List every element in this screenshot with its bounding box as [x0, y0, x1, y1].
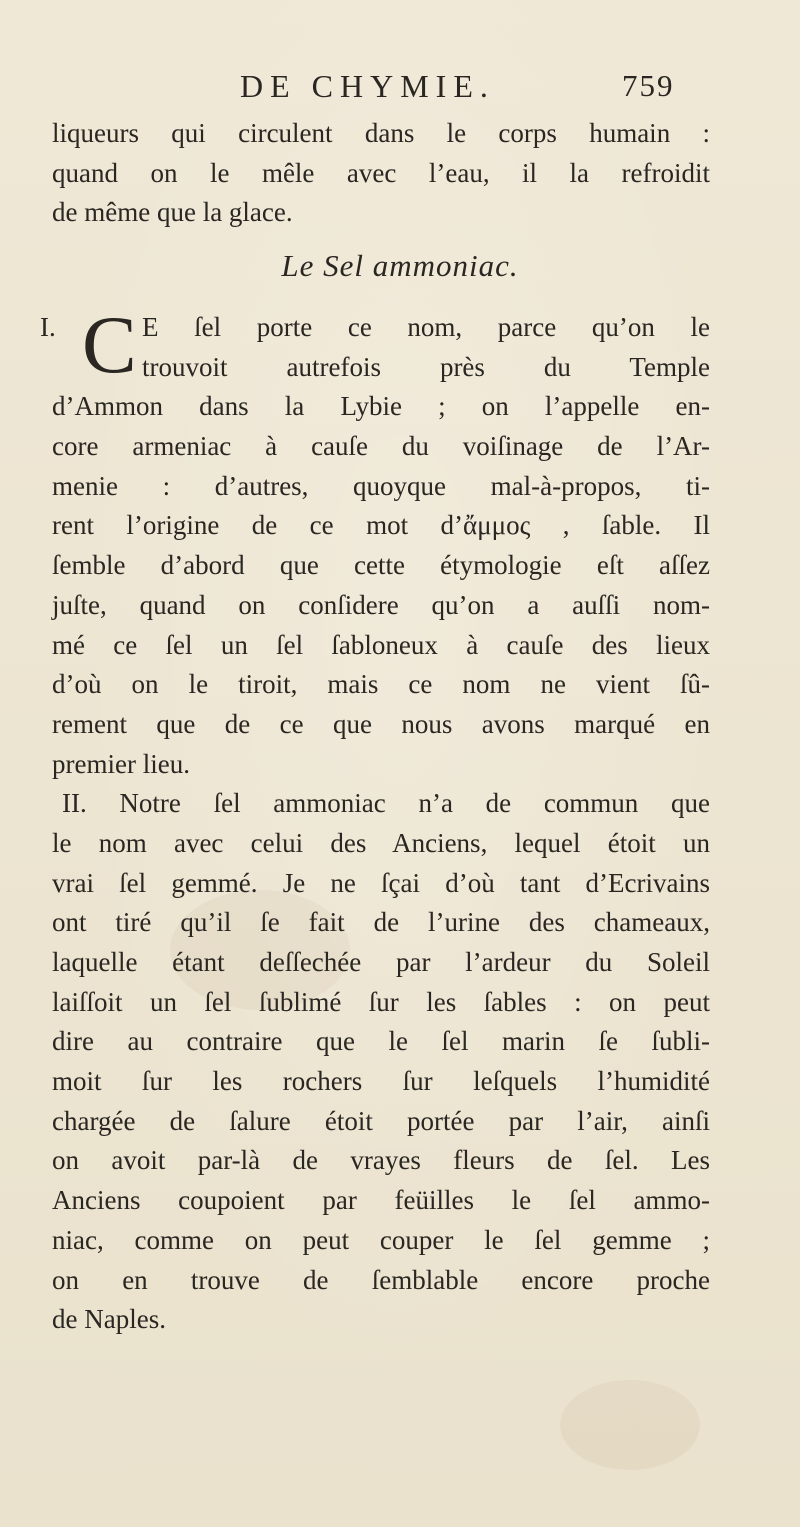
text-line: laiſſoit un ſel ſublimé ſur les ſables : on peut	[52, 986, 710, 1017]
paper-stain	[560, 1380, 700, 1470]
text-line: rent l’origine de ce mot d’ἄμμος , ſable. Il	[52, 510, 710, 541]
text-line: moit ſur les rochers ſur leſquels l’humidité	[52, 1066, 710, 1097]
text-line: chargée de ſalure étoit portée par l’air, ainſi	[52, 1105, 710, 1136]
text-line: niac, comme on peut couper le ſel gemme ;	[52, 1224, 710, 1255]
running-header	[0, 66, 800, 106]
text-line: core armeniac à cauſe du voiſinage de l’Ar-	[52, 431, 710, 462]
text-line: de même que la glace.	[52, 197, 293, 228]
section-title: Le Sel ammoniac.	[281, 248, 519, 283]
text-line: dire au contraire que le ſel marin ſe ſubli-	[52, 1026, 710, 1057]
text-line: menie : d’autres, quoyque mal-à-propos, ti-	[52, 470, 710, 501]
text-line: on avoit par-là de vrayes fleurs de ſel. Les	[52, 1145, 710, 1176]
text-line: quand on le mêle avec l’eau, il la refroidit	[52, 157, 710, 188]
text-line: vrai ſel gemmé. Je ne ſçai d’où tant d’Ecrivains	[52, 867, 710, 898]
paragraph-number: I.	[40, 312, 56, 342]
text-line-content: E ſel porte ce nom, parce qu’on le	[142, 312, 710, 342]
text-line: trouvoit autrefois près du Temple	[142, 351, 710, 382]
text-line: d’où on le tiroit, mais ce nom ne vient ſû-	[52, 669, 710, 700]
running-title: DE CHYMIE.	[240, 68, 495, 104]
paragraph-1	[40, 299, 710, 1340]
paragraph-2	[52, 784, 710, 1340]
text-line: premier lieu.	[52, 748, 190, 779]
page-number: 759	[622, 68, 675, 103]
text-line: ont tiré qu’il ſe fait de l’urine des chameaux,	[52, 907, 710, 938]
text-line: ſemble d’abord que cette étymologie eſt aſſez	[52, 550, 710, 581]
drop-cap: C	[82, 299, 137, 390]
text-line: liqueurs qui circulent dans le corps humain :	[52, 118, 710, 148]
text-line: laquelle étant deſſechée par l’ardeur du Soleil	[52, 947, 710, 977]
text-line: mé ce ſel un ſel ſabloneux à cauſe des lieux	[52, 629, 710, 660]
text-line	[40, 308, 710, 348]
text-line: Anciens coupoient par feüilles le ſel ammo-	[52, 1185, 710, 1216]
opening-text	[52, 114, 710, 233]
text-line: on en trouve de ſemblable encore proche	[52, 1264, 710, 1295]
text-line: juſte, quand on conſidere qu’on a auſſi nom-	[52, 589, 710, 620]
text-line: d’Ammon dans la Lybie ; on l’appelle en-	[52, 391, 710, 422]
text-line: le nom avec celui des Anciens, lequel étoit un	[52, 827, 710, 858]
text-line: II. Notre ſel ammoniac n’a de commun que	[62, 788, 710, 819]
text-line: rement que de ce que nous avons marqué en	[52, 708, 710, 739]
text-line: de Naples.	[52, 1304, 166, 1335]
